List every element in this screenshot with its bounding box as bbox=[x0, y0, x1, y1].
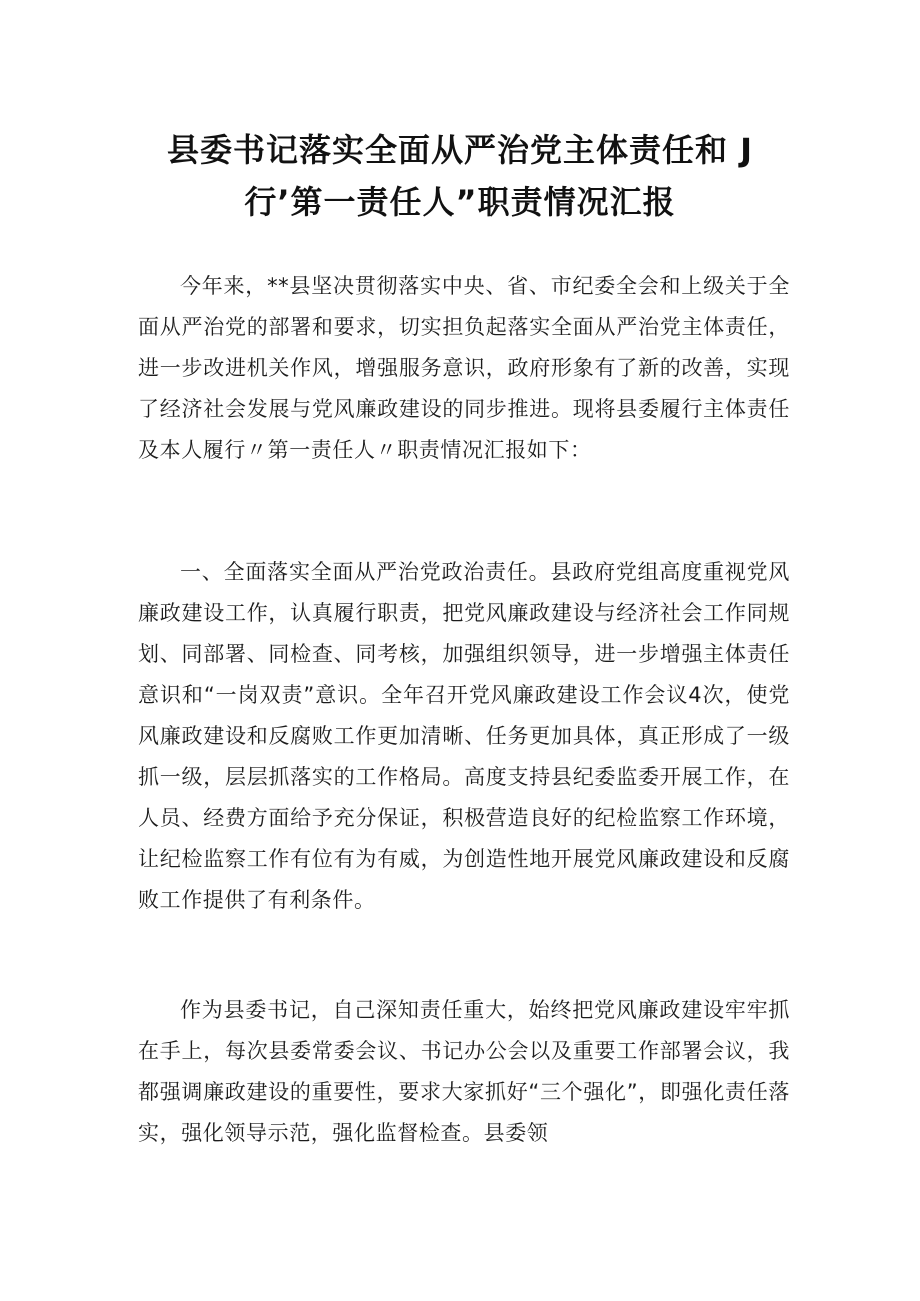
paragraph-intro bbox=[138, 266, 790, 471]
paragraph-intro-text: 今年来，**县坚决贯彻落实中央、省、市纪委全会和上级关于全面从严治党的部署和要求，切实担负起落实全面从严治党主体责任，进一步改进机关作风，增强服务意识，政府形象有了新的改善，实现了经济社会发展与党风廉政建设的同步推进。现将县委履行主体责任及本人履行〃第一责任人〃职责情况汇报如下： bbox=[138, 274, 790, 462]
paragraph-section-one bbox=[138, 552, 790, 921]
document-title-line-2: 行’第一责任人”职责情况汇报 bbox=[244, 183, 676, 221]
document-title-line-1: 县委书记落实全面从严治党主体责任和 J bbox=[166, 131, 754, 169]
paragraph-secretary-role bbox=[138, 990, 790, 1154]
paragraph-section-one-text: 一、全面落实全面从严治党政治责任。县政府党组高度重视党风廉政建设工作，认真履行职责，把党风廉政建设与经济社会工作同规划、同部署、同检查、同考核，加强组织领导，进一步增强主体责任意识和“一岗双责”意识。全年召开党风廉政建设工作会议4次，使党风廉政建设和反腐败工作更加清晰、任务更加具体，真正形成了一级抓一级，层层抓落实的工作格局。高度支持县纪委监委开展工作，在人员、经费方面给予充分保证，积极营造良好的纪检监察工作环境，让纪检监察工作有位有为有威，为创造性地开展党风廉政建设和反腐败工作提供了有利条件。 bbox=[138, 560, 790, 912]
paragraph-secretary-role-text: 作为县委书记，自己深知责任重大，始终把党风廉政建设牢牢抓在手上，每次县委常委会议、书记办公会以及重要工作部署会议，我都强调廉政建设的重要性，要求大家抓好“三个强化”，即强化责任落实，强化领导示范，强化监督检查。县委领 bbox=[138, 998, 790, 1145]
